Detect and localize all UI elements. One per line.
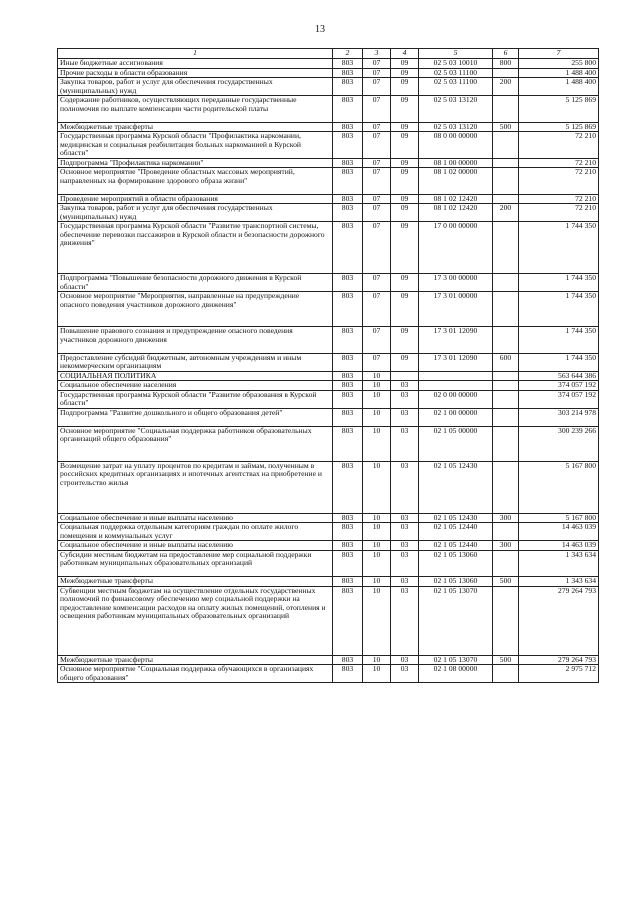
row-subsection: 03 xyxy=(391,665,419,683)
row-admin-code: 803 xyxy=(333,523,363,541)
row-admin-code: 803 xyxy=(333,204,363,222)
table-row xyxy=(58,550,599,577)
row-name: Основное мероприятие "Социальная поддержка обучающихся в организациях общего образования" xyxy=(58,665,333,683)
row-amount: 1 488 400 xyxy=(519,78,599,96)
row-target-article: 08 1 02 00000 xyxy=(419,168,493,195)
row-admin-code: 803 xyxy=(333,122,363,132)
row-section: 07 xyxy=(363,78,391,96)
row-name: Проведение мероприятий в области образования xyxy=(58,194,333,204)
table-row xyxy=(58,132,599,159)
row-name: Повышение правового сознания и предупреждение опасного поведения участников дорожного движения xyxy=(58,327,333,354)
row-expense-type: 800 xyxy=(493,59,519,69)
row-subsection: 03 xyxy=(391,513,419,523)
row-name: Государственная программа Курской области "Профилактика наркомании, медицинская и социальная реабилитация больных наркоманией в Курской области" xyxy=(58,132,333,159)
row-admin-code: 803 xyxy=(333,292,363,327)
row-admin-code: 803 xyxy=(333,390,363,408)
row-expense-type xyxy=(493,408,519,426)
header-col-4: 4 xyxy=(391,49,419,59)
row-admin-code: 803 xyxy=(333,550,363,577)
row-section: 10 xyxy=(363,461,391,513)
table-row xyxy=(58,371,599,381)
row-subsection: 03 xyxy=(391,655,419,665)
row-admin-code: 803 xyxy=(333,274,363,292)
row-target-article: 02 5 03 13120 xyxy=(419,122,493,132)
row-target-article: 17 3 01 12090 xyxy=(419,353,493,371)
table-row xyxy=(58,513,599,523)
row-section: 07 xyxy=(363,96,391,123)
row-amount: 72 210 xyxy=(519,204,599,222)
row-expense-type xyxy=(493,194,519,204)
row-section: 07 xyxy=(363,327,391,354)
row-section: 10 xyxy=(363,523,391,541)
row-admin-code: 803 xyxy=(333,222,363,274)
row-section: 07 xyxy=(363,59,391,69)
row-target-article: 08 0 00 00000 xyxy=(419,132,493,159)
row-subsection: 03 xyxy=(391,461,419,513)
row-subsection: 09 xyxy=(391,204,419,222)
row-amount: 1 744 350 xyxy=(519,292,599,327)
row-expense-type xyxy=(493,523,519,541)
row-section: 10 xyxy=(363,655,391,665)
row-expense-type xyxy=(493,327,519,354)
row-admin-code: 803 xyxy=(333,168,363,195)
row-name: СОЦИАЛЬНАЯ ПОЛИТИКА xyxy=(58,371,333,381)
row-amount: 1 744 350 xyxy=(519,353,599,371)
row-amount: 300 239 266 xyxy=(519,426,599,461)
table-header-row xyxy=(58,49,599,59)
row-name: Социальное обеспечение населения xyxy=(58,381,333,391)
table-row xyxy=(58,353,599,371)
row-section: 07 xyxy=(363,194,391,204)
row-amount: 1 744 350 xyxy=(519,274,599,292)
table-row xyxy=(58,461,599,513)
table-row xyxy=(58,194,599,204)
row-target-article: 17 0 00 00000 xyxy=(419,222,493,274)
row-name: Подпрограмма "Профилактика наркомании" xyxy=(58,158,333,168)
row-expense-type: 500 xyxy=(493,122,519,132)
row-expense-type: 500 xyxy=(493,655,519,665)
row-name: Закупка товаров, работ и услуг для обеспечения государственных (муниципальных) нужд xyxy=(58,78,333,96)
row-subsection: 03 xyxy=(391,408,419,426)
row-expense-type xyxy=(493,461,519,513)
row-amount: 279 264 793 xyxy=(519,586,599,655)
row-section: 07 xyxy=(363,158,391,168)
row-target-article: 02 1 05 12430 xyxy=(419,513,493,523)
row-target-article: 17 3 01 12090 xyxy=(419,327,493,354)
row-target-article: 02 1 05 13060 xyxy=(419,577,493,587)
header-col-2: 2 xyxy=(333,49,363,59)
row-expense-type xyxy=(493,292,519,327)
table-row xyxy=(58,78,599,96)
row-admin-code: 803 xyxy=(333,577,363,587)
header-col-6: 6 xyxy=(493,49,519,59)
row-name: Предоставление субсидий бюджетным, автономным учреждениям и иным некоммерческим организациям xyxy=(58,353,333,371)
row-section: 10 xyxy=(363,513,391,523)
row-section: 10 xyxy=(363,665,391,683)
row-name: Закупка товаров, работ и услуг для обеспечения государственных (муниципальных) нужд xyxy=(58,204,333,222)
row-target-article: 02 1 05 13070 xyxy=(419,655,493,665)
table-row xyxy=(58,96,599,123)
row-target-article: 02 1 05 12430 xyxy=(419,461,493,513)
row-admin-code: 803 xyxy=(333,158,363,168)
row-admin-code: 803 xyxy=(333,586,363,655)
budget-table xyxy=(57,48,599,683)
row-name: Подпрограмма "Развитие дошкольного и общего образования детей" xyxy=(58,408,333,426)
row-name: Основное мероприятие "Мероприятия, направленные на предупреждение опасного поведения участников дорожного движения" xyxy=(58,292,333,327)
row-name: Субсидии местным бюджетам на предоставление мер социальной поддержки работникам муниципальных образовательных организаций xyxy=(58,550,333,577)
row-section: 10 xyxy=(363,550,391,577)
row-amount: 279 264 793 xyxy=(519,655,599,665)
row-section: 07 xyxy=(363,292,391,327)
row-admin-code: 803 xyxy=(333,541,363,551)
row-name: Основное мероприятие "Социальная поддержка работников образовательных организаций общего образования" xyxy=(58,426,333,461)
row-subsection: 03 xyxy=(391,577,419,587)
row-subsection: 09 xyxy=(391,59,419,69)
row-target-article: 02 5 03 11100 xyxy=(419,68,493,78)
row-subsection: 09 xyxy=(391,194,419,204)
row-section: 10 xyxy=(363,577,391,587)
row-name: Содержание работников, осуществляющих переданные государственные полномочия по выплате компенсации части родительской платы xyxy=(58,96,333,123)
row-target-article: 02 5 03 10010 xyxy=(419,59,493,69)
row-admin-code: 803 xyxy=(333,665,363,683)
row-expense-type: 600 xyxy=(493,353,519,371)
row-target-article: 02 1 05 12440 xyxy=(419,523,493,541)
row-name: Государственная программа Курской области "Развитие транспортной системы, обеспечение перевозки пассажиров в Курской области и безопасности дорожного движения" xyxy=(58,222,333,274)
row-subsection: 03 xyxy=(391,586,419,655)
row-subsection: 09 xyxy=(391,132,419,159)
row-amount: 5 125 869 xyxy=(519,96,599,123)
header-col-3: 3 xyxy=(363,49,391,59)
table-row xyxy=(58,158,599,168)
row-expense-type xyxy=(493,158,519,168)
row-name: Иные бюджетные ассигнования xyxy=(58,59,333,69)
row-section: 07 xyxy=(363,122,391,132)
table-row xyxy=(58,381,599,391)
row-amount: 5 167 800 xyxy=(519,513,599,523)
row-target-article: 17 3 00 00000 xyxy=(419,274,493,292)
row-name: Межбюджетные трансферты xyxy=(58,655,333,665)
row-target-article: 02 1 05 12440 xyxy=(419,541,493,551)
row-amount: 5 167 800 xyxy=(519,461,599,513)
row-expense-type xyxy=(493,96,519,123)
row-amount: 255 800 xyxy=(519,59,599,69)
row-subsection: 09 xyxy=(391,274,419,292)
row-amount: 14 463 039 xyxy=(519,523,599,541)
row-expense-type: 300 xyxy=(493,513,519,523)
row-admin-code: 803 xyxy=(333,96,363,123)
table-row xyxy=(58,68,599,78)
row-name: Социальное обеспечение и иные выплаты населению xyxy=(58,541,333,551)
row-admin-code: 803 xyxy=(333,353,363,371)
row-target-article: 02 5 03 11100 xyxy=(419,78,493,96)
row-section: 07 xyxy=(363,274,391,292)
row-subsection: 03 xyxy=(391,550,419,577)
table-row xyxy=(58,586,599,655)
row-expense-type xyxy=(493,222,519,274)
row-amount: 1 744 350 xyxy=(519,222,599,274)
row-target-article: 17 3 01 00000 xyxy=(419,292,493,327)
row-subsection: 09 xyxy=(391,222,419,274)
row-target-article: 02 0 00 00000 xyxy=(419,390,493,408)
table-row xyxy=(58,59,599,69)
row-target-article: 02 1 00 00000 xyxy=(419,408,493,426)
table-row xyxy=(58,426,599,461)
table-row xyxy=(58,665,599,683)
row-subsection: 03 xyxy=(391,381,419,391)
row-admin-code: 803 xyxy=(333,68,363,78)
row-subsection: 03 xyxy=(391,523,419,541)
row-admin-code: 803 xyxy=(333,426,363,461)
row-section: 07 xyxy=(363,353,391,371)
row-name: Подпрограмма "Повышение безопасности дорожного движения в Курской области" xyxy=(58,274,333,292)
row-subsection: 03 xyxy=(391,426,419,461)
table-row xyxy=(58,122,599,132)
row-section: 10 xyxy=(363,371,391,381)
row-amount: 563 644 386 xyxy=(519,371,599,381)
table-row xyxy=(58,204,599,222)
table-body xyxy=(58,59,599,683)
row-section: 10 xyxy=(363,390,391,408)
row-section: 07 xyxy=(363,204,391,222)
header-col-1: 1 xyxy=(58,49,333,59)
row-expense-type xyxy=(493,371,519,381)
table-row xyxy=(58,577,599,587)
row-amount: 1 488 400 xyxy=(519,68,599,78)
row-subsection: 09 xyxy=(391,96,419,123)
row-name: Социальная поддержка отдельным категориям граждан по оплате жилого помещения и коммунальных услуг xyxy=(58,523,333,541)
row-target-article: 02 1 05 00000 xyxy=(419,426,493,461)
row-subsection: 09 xyxy=(391,292,419,327)
row-name: Государственная программа Курской области "Развитие образования в Курской области" xyxy=(58,390,333,408)
row-amount: 14 463 039 xyxy=(519,541,599,551)
row-expense-type xyxy=(493,665,519,683)
row-target-article: 08 1 00 00000 xyxy=(419,158,493,168)
row-admin-code: 803 xyxy=(333,461,363,513)
row-admin-code: 803 xyxy=(333,132,363,159)
row-expense-type: 200 xyxy=(493,78,519,96)
row-admin-code: 803 xyxy=(333,371,363,381)
row-amount: 2 975 712 xyxy=(519,665,599,683)
row-subsection: 09 xyxy=(391,158,419,168)
row-amount: 374 057 192 xyxy=(519,381,599,391)
header-col-7: 7 xyxy=(519,49,599,59)
row-subsection: 09 xyxy=(391,168,419,195)
row-expense-type: 300 xyxy=(493,541,519,551)
row-subsection: 03 xyxy=(391,390,419,408)
row-admin-code: 803 xyxy=(333,59,363,69)
row-expense-type xyxy=(493,168,519,195)
table-row xyxy=(58,274,599,292)
row-name: Прочие расходы в области образования xyxy=(58,68,333,78)
row-section: 07 xyxy=(363,132,391,159)
row-expense-type xyxy=(493,426,519,461)
row-target-article: 08 1 02 12420 xyxy=(419,204,493,222)
row-expense-type xyxy=(493,68,519,78)
header-col-5: 5 xyxy=(419,49,493,59)
row-amount: 72 210 xyxy=(519,194,599,204)
row-section: 10 xyxy=(363,408,391,426)
row-admin-code: 803 xyxy=(333,194,363,204)
row-target-article: 02 1 05 13060 xyxy=(419,550,493,577)
page-number: 13 xyxy=(315,24,325,35)
row-subsection: 09 xyxy=(391,122,419,132)
row-amount: 1 744 350 xyxy=(519,327,599,354)
row-admin-code: 803 xyxy=(333,78,363,96)
row-expense-type xyxy=(493,586,519,655)
row-section: 07 xyxy=(363,222,391,274)
row-admin-code: 803 xyxy=(333,327,363,354)
row-amount: 5 125 869 xyxy=(519,122,599,132)
row-expense-type xyxy=(493,132,519,159)
row-amount: 72 210 xyxy=(519,168,599,195)
row-name: Межбюджетные трансферты xyxy=(58,577,333,587)
row-name: Возмещение затрат на уплату процентов по кредитам и займам, полученным в российских кредитных организациях и ипотечных агентствах на приобретение и строительство жилья xyxy=(58,461,333,513)
row-target-article xyxy=(419,371,493,381)
row-subsection xyxy=(391,371,419,381)
row-amount: 303 214 978 xyxy=(519,408,599,426)
row-amount: 1 343 634 xyxy=(519,577,599,587)
row-target-article xyxy=(419,381,493,391)
row-section: 10 xyxy=(363,541,391,551)
table-row xyxy=(58,222,599,274)
row-amount: 72 210 xyxy=(519,132,599,159)
row-section: 07 xyxy=(363,168,391,195)
row-target-article: 02 1 08 00000 xyxy=(419,665,493,683)
row-subsection: 03 xyxy=(391,541,419,551)
row-expense-type: 200 xyxy=(493,204,519,222)
row-admin-code: 803 xyxy=(333,381,363,391)
table-row xyxy=(58,541,599,551)
row-target-article: 02 1 05 13070 xyxy=(419,586,493,655)
row-admin-code: 803 xyxy=(333,513,363,523)
row-subsection: 09 xyxy=(391,353,419,371)
row-expense-type xyxy=(493,390,519,408)
row-admin-code: 803 xyxy=(333,655,363,665)
row-section: 07 xyxy=(363,68,391,78)
row-expense-type xyxy=(493,550,519,577)
row-amount: 72 210 xyxy=(519,158,599,168)
table-row xyxy=(58,292,599,327)
table-row xyxy=(58,408,599,426)
row-amount: 374 057 192 xyxy=(519,390,599,408)
row-subsection: 09 xyxy=(391,78,419,96)
row-subsection: 09 xyxy=(391,68,419,78)
row-section: 10 xyxy=(363,586,391,655)
row-expense-type: 500 xyxy=(493,577,519,587)
row-section: 10 xyxy=(363,426,391,461)
row-amount: 1 343 634 xyxy=(519,550,599,577)
table-row xyxy=(58,390,599,408)
row-expense-type xyxy=(493,381,519,391)
row-target-article: 08 1 02 12420 xyxy=(419,194,493,204)
table-row xyxy=(58,523,599,541)
row-name: Межбюджетные трансферты xyxy=(58,122,333,132)
row-name: Социальное обеспечение и иные выплаты населению xyxy=(58,513,333,523)
table-row xyxy=(58,655,599,665)
row-section: 10 xyxy=(363,381,391,391)
row-target-article: 02 5 03 13120 xyxy=(419,96,493,123)
row-name: Основное мероприятие "Проведение областных массовых мероприятий, направленных на формирование здорового образа жизни" xyxy=(58,168,333,195)
row-subsection: 09 xyxy=(391,327,419,354)
row-name: Субвенции местным бюджетам на осуществление отдельных государственных полномочий по финансовому обеспечению мер социальной поддержки на предоставление компенсации расходов на оплату жилых помещений, отопления и освещения работникам муниципальных образовательных организаций xyxy=(58,586,333,655)
table-row xyxy=(58,327,599,354)
table-row xyxy=(58,168,599,195)
row-expense-type xyxy=(493,274,519,292)
row-admin-code: 803 xyxy=(333,408,363,426)
